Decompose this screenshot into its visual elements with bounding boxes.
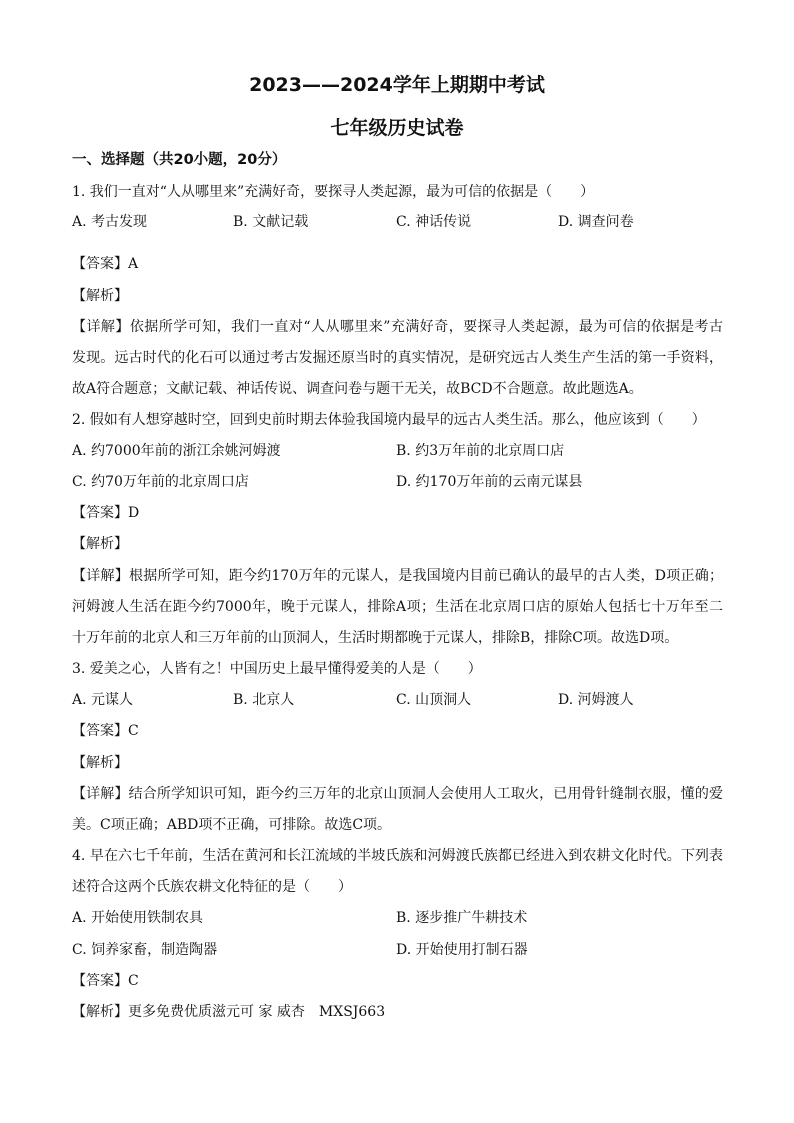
question-1-detail-line-3: 故A符合题意；文献记载、神话传说、调查问卷与题干无关，故BCD不合题意。故此题选A。 xyxy=(72,381,643,397)
question-3-analysis: 【解析】 xyxy=(72,755,128,771)
question-2-detail-line-1: 【详解】根据所学可知，距今约170万年的元谋人，是我国境内目前已确认的最早的古人类，D项正确； xyxy=(72,568,723,584)
question-4-stem-line-1: 4. 早在六七千年前，生活在黄河和长江流域的半坡氏族和河姆渡氏族都已经进入到农耕文化时代。下列表 xyxy=(72,848,723,864)
question-1-option-d: D. 调查问卷 xyxy=(558,214,634,230)
question-4-option-c: C. 饲养家畜，制造陶器 xyxy=(72,942,218,958)
question-3-stem: 3. 爱美之心，人皆有之！中国历史上最早懂得爱美的人是（ ） xyxy=(72,661,482,677)
question-4-option-d: D. 开始使用打制石器 xyxy=(396,942,528,958)
question-1-detail-line-2: 发现。远古时代的化石可以通过考古发掘还原当时的真实情况，是研究远古人类生产生活的第一手资料， xyxy=(72,350,723,366)
exam-title: 2023——2024学年上期期中考试 xyxy=(249,74,545,96)
question-1-answer: 【答案】A xyxy=(72,256,139,272)
section-heading: 一、选择题（共20小题，20分） xyxy=(72,152,287,168)
exam-subtitle: 七年级历史试卷 xyxy=(330,117,464,139)
question-4-analysis: 【解析】更多免费优质滋元可 家 威杏 MXSJ663 xyxy=(72,1004,386,1020)
question-4-stem-line-2: 述符合这两个氏族农耕文化特征的是（ ） xyxy=(72,879,352,895)
question-1-option-c: C. 神话传说 xyxy=(396,214,472,230)
question-4-option-a: A. 开始使用铁制农具 xyxy=(72,910,204,926)
question-3-option-c: C. 山顶洞人 xyxy=(396,692,472,708)
question-1-analysis: 【解析】 xyxy=(72,288,128,304)
question-3-detail-line-1: 【详解】结合所学知识可知，距今约三万年的北京山顶洞人会使用人工取火，已用骨针缝制衣服，懂的爱 xyxy=(72,786,723,802)
question-1-option-b: B. 文献记载 xyxy=(233,214,309,230)
question-3-answer: 【答案】C xyxy=(72,723,139,739)
question-4-answer: 【答案】C xyxy=(72,973,139,989)
question-2-option-d: D. 约170万年前的云南元谋县 xyxy=(396,474,583,490)
question-2-option-c: C. 约70万年前的北京周口店 xyxy=(72,474,249,490)
question-2-option-b: B. 约3万年前的北京周口店 xyxy=(396,443,565,459)
question-2-option-a: A. 约7000年前的浙江余姚河姆渡 xyxy=(72,443,281,459)
question-3-option-a: A. 元谋人 xyxy=(72,692,134,708)
question-3-option-b: B. 北京人 xyxy=(233,692,295,708)
question-1-stem: 1. 我们一直对“人从哪里来”充满好奇，要探寻人类起源，最为可信的依据是（ ） xyxy=(72,184,595,200)
question-2-detail-line-2: 河姆渡人生活在距今约7000年，晚于元谋人，排除A项；生活在北京周口店的原始人包括七十万年至二 xyxy=(72,599,723,615)
question-2-stem: 2. 假如有人想穿越时空，回到史前时期去体验我国境内最早的远古人类生活。那么，他应该到（ ） xyxy=(72,412,706,428)
question-2-detail-line-3: 十万年前的北京人和三万年前的山顶洞人，生活时期都晚于元谋人，排除B，排除C项。故选D项。 xyxy=(72,630,679,646)
question-2-answer: 【答案】D xyxy=(72,505,140,521)
question-2-analysis: 【解析】 xyxy=(72,536,128,552)
question-1-option-a: A. 考古发现 xyxy=(72,214,148,230)
question-4-option-b: B. 逐步推广牛耕技术 xyxy=(396,910,528,926)
question-3-detail-line-2: 美。C项正确；ABD项不正确，可排除。故选C项。 xyxy=(72,817,392,833)
question-1-detail-line-1: 【详解】依据所学可知，我们一直对“人从哪里来”充满好奇，要探寻人类起源，最为可信的依据是考古 xyxy=(72,319,723,335)
question-3-option-d: D. 河姆渡人 xyxy=(558,692,634,708)
